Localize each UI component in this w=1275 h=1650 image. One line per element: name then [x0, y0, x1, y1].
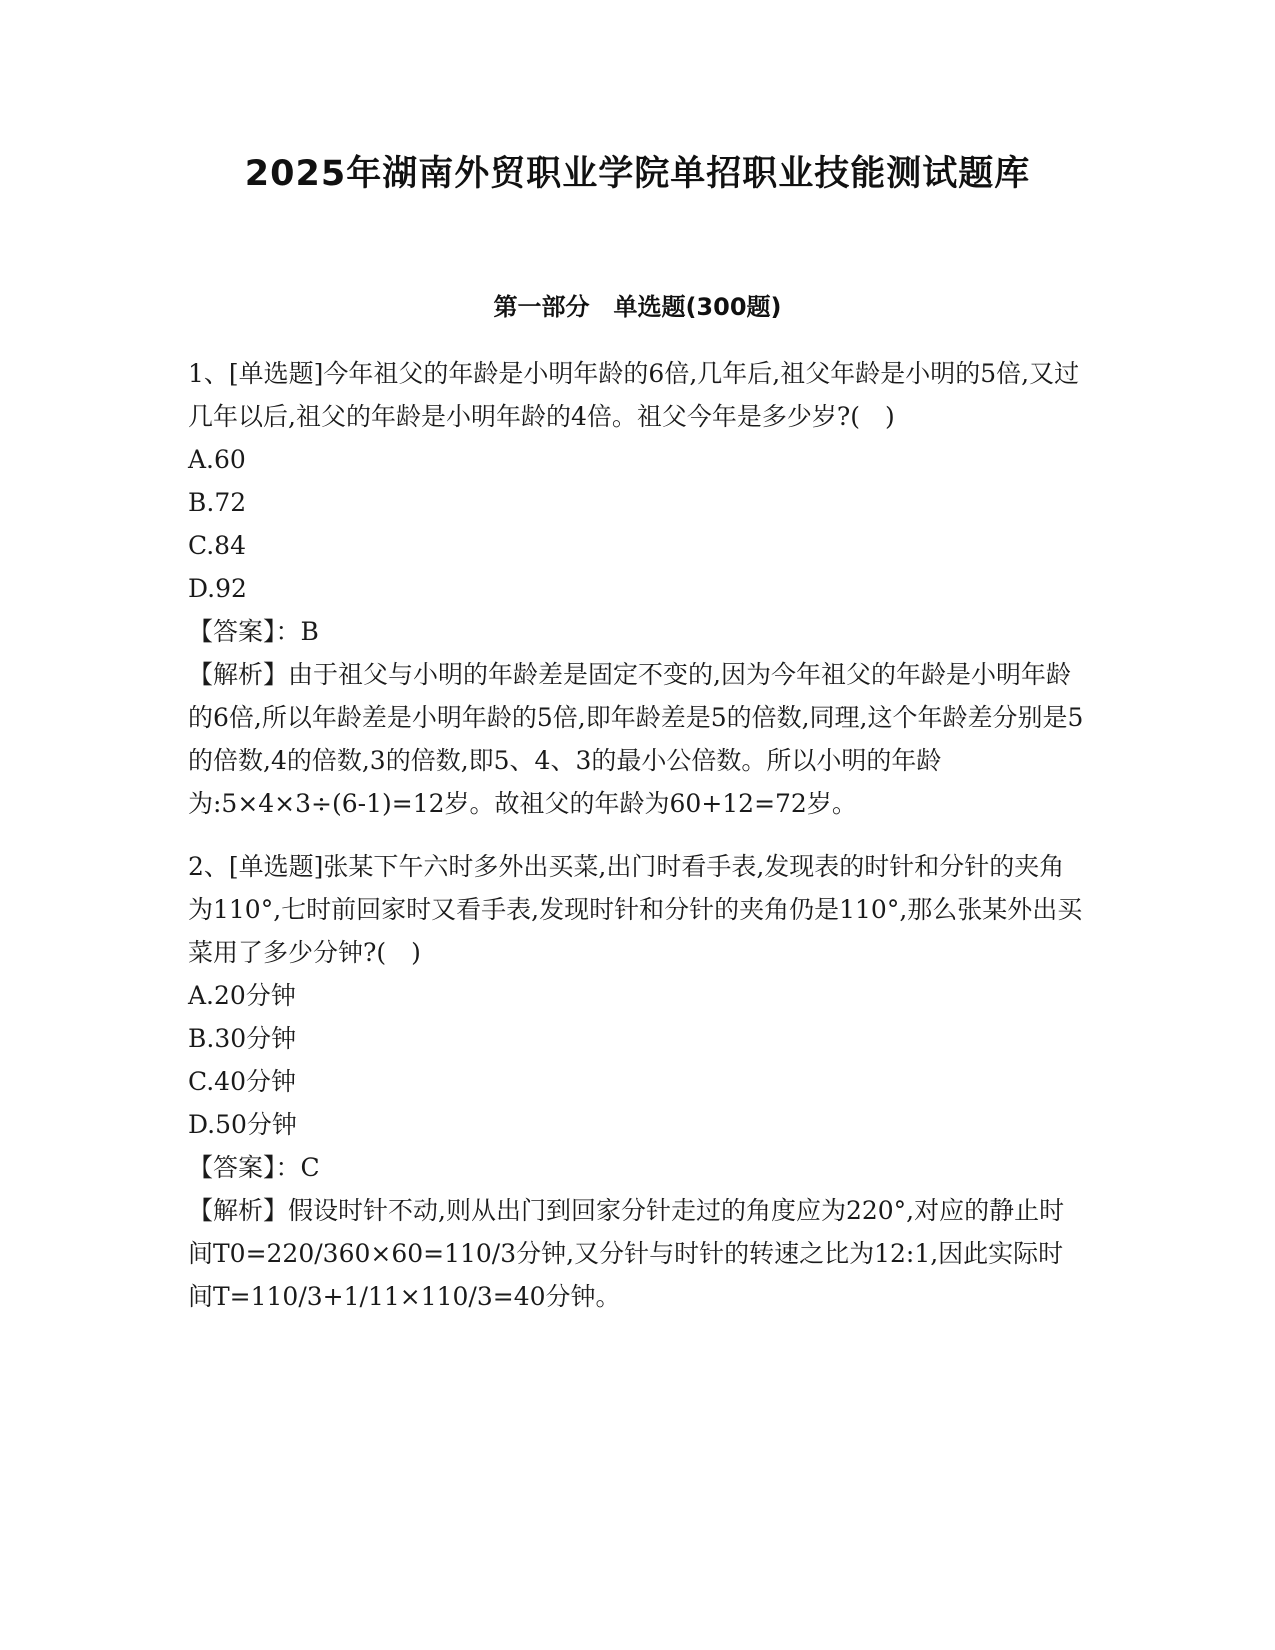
answer-line	[188, 610, 1088, 653]
analysis-tag: 【解析】	[188, 1196, 289, 1225]
analysis-line	[188, 1189, 1088, 1318]
option-a: A.20分钟	[188, 981, 296, 1010]
question-stem: 1、[单选题]今年祖父的年龄是小明年龄的6倍,几年后,祖父年龄是小明的5倍,又过几年以后,祖父的年龄是小明年龄的4倍。祖父今年是多少岁?( )	[188, 359, 1080, 431]
section-heading: 第一部分 单选题(300题)	[493, 293, 782, 321]
option-d: D.92	[188, 574, 247, 603]
answer-value: B	[300, 617, 319, 646]
option-c: C.40分钟	[188, 1067, 296, 1096]
analysis-text: 假设时针不动,则从出门到回家分针走过的角度应为220°,对应的静止时间T0=220/360×60=110/3分钟,又分针与时针的转速之比为12:1,因此实际时间T=110/3+1/11×110/3=40分钟。	[188, 1196, 1065, 1311]
option-c: C.84	[188, 531, 246, 560]
question-list	[188, 352, 1088, 1338]
option-d: D.50分钟	[188, 1110, 297, 1139]
answer-value: C	[300, 1153, 320, 1182]
question-1	[188, 352, 1088, 825]
question-2	[188, 845, 1088, 1318]
option-b: B.72	[188, 488, 247, 517]
document-title: 2025年湖南外贸职业学院单招职业技能测试题库	[244, 154, 1031, 194]
answer-tag: 【答案】：	[188, 1153, 301, 1182]
option-b: B.30分钟	[188, 1024, 297, 1053]
analysis-tag: 【解析】	[188, 660, 289, 689]
analysis-text: 由于祖父与小明的年龄差是固定不变的,因为今年祖父的年龄是小明年龄的6倍,所以年龄差是小明年龄的5倍,即年龄差是5的倍数,同理,这个年龄差分别是5的倍数,4的倍数,3的倍数,即5、4、3的最小公倍数。所以小明的年龄为:5×4×3÷(6-1)=12岁。故祖父的年龄为60+12=72岁。	[188, 660, 1084, 818]
analysis-line	[188, 653, 1088, 825]
option-a: A.60	[188, 445, 246, 474]
question-stem: 2、[单选题]张某下午六时多外出买菜,出门时看手表,发现表的时针和分针的夹角为110°,七时前回家时又看手表,发现时针和分针的夹角仍是110°,那么张某外出买菜用了多少分钟?( )	[188, 852, 1083, 967]
answer-tag: 【答案】：	[188, 617, 301, 646]
answer-line	[188, 1146, 1088, 1189]
